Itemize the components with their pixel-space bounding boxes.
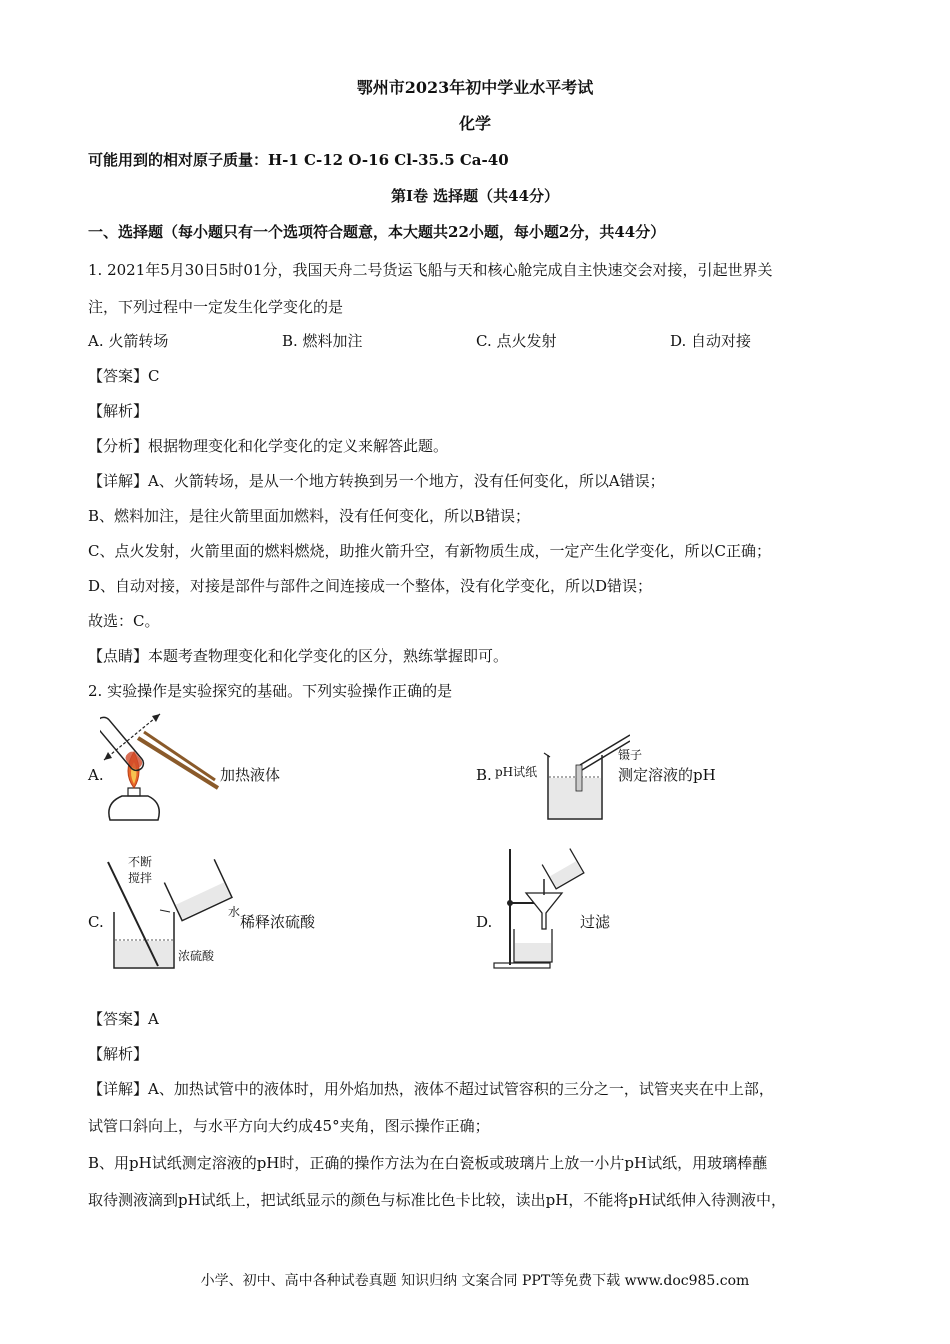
section-heading: 第Ⅰ卷 选择题（共44分）: [390, 187, 560, 205]
stir-tag-line2: 搅拌: [128, 871, 153, 885]
ph-paper-tag: pH试纸: [495, 765, 538, 779]
filtration-illustration: [490, 845, 590, 970]
q2-option-d-label: 过滤: [580, 913, 611, 931]
q1-analysis: 【分析】根据物理变化和化学变化的定义来解答此题。: [88, 437, 449, 455]
q2-option-c-label: 稀释浓硫酸: [240, 913, 316, 931]
q2-option-b-letter: B.: [476, 766, 492, 784]
stir-tag-line1: 不断: [128, 855, 153, 869]
q1-option-a: A. 火箭转场: [88, 332, 169, 350]
heating-liquid-illustration: [100, 708, 225, 833]
page-footer: 小学、初中、高中各种试卷真题 知识归纳 文案合同 PPT等免费下载 www.doc985.com: [200, 1273, 750, 1289]
q2-detail-b-line1: B、用pH试纸测定溶液的pH时，正确的操作方法为在白瓷板或玻璃片上放一小片pH试纸，用玻璃棒蘸: [88, 1154, 768, 1172]
acid-tag: 浓硫酸: [178, 949, 215, 963]
q1-detail-a: 【详解】A、火箭转场，是从一个地方转换到另一个地方，没有任何变化，所以A错误；: [88, 472, 665, 490]
q1-stem-line2: 注，下列过程中一定发生化学变化的是: [88, 298, 344, 316]
q1-option-b: B. 燃料加注: [282, 332, 363, 350]
tweezers-tag: 镊子: [618, 748, 643, 762]
q2-detail-a-line2: 试管口斜向上，与水平方向大约成45°夹角，图示操作正确；: [88, 1117, 490, 1135]
q2-option-a-letter: A.: [88, 766, 104, 784]
q1-answer: 【答案】C: [88, 367, 160, 385]
q2-detail-b-line2: 取待测液滴到pH试纸上，把试纸显示的颜色与标准比色卡比较，读出pH，不能将pH试纸伸入待测液中，: [88, 1191, 787, 1209]
q2-option-a-label: 加热液体: [220, 766, 281, 784]
q2-analysis-tag: 【解析】: [88, 1045, 149, 1063]
q2-option-b-label: 测定溶液的pH: [618, 766, 716, 784]
part-heading: 一、选择题（每小题只有一个选项符合题意，本大题共22小题，每小题2分，共44分）: [88, 223, 666, 241]
q2-stem: 2. 实验操作是实验探究的基础。下列实验操作正确的是: [88, 682, 453, 700]
q2-answer: 【答案】A: [88, 1010, 159, 1028]
subject-title: 化学: [458, 114, 491, 133]
q1-analysis-tag: 【解析】: [88, 402, 149, 420]
q1-comment: 【点睛】本题考查物理变化和化学变化的区分，熟练掌握即可。: [88, 647, 509, 665]
water-tag: 水: [228, 905, 241, 919]
atomic-masses: 可能用到的相对原子质量：H-1 C-12 O-16 Cl-35.5 Ca-40: [88, 151, 509, 169]
q1-detail-d: D、自动对接，对接是部件与部件之间连接成一个整体，没有化学变化，所以D错误；: [88, 577, 653, 595]
q1-option-c: C. 点火发射: [476, 332, 557, 350]
q1-detail-b: B、燃料加注，是往火箭里面加燃料，没有任何变化，所以B错误；: [88, 507, 531, 525]
exam-title: 鄂州市2023年初中学业水平考试: [356, 78, 594, 97]
dilute-acid-illustration: [100, 848, 240, 973]
q1-conclusion: 故选：C。: [88, 612, 160, 630]
q2-option-d-letter: D.: [476, 913, 493, 931]
q2-option-c-letter: C.: [88, 913, 104, 931]
q1-detail-c: C、点火发射，火箭里面的燃料燃烧，助推火箭升空，有新物质生成，一定产生化学变化，所以C正确；: [88, 542, 771, 560]
q1-stem-line1: 1. 2021年5月30日5时01分，我国天舟二号货运飞船与天和核心舱完成自主快速交会对接，引起世界关: [88, 261, 773, 279]
q2-detail-a-line1: 【详解】A、加热试管中的液体时，用外焰加热，液体不超过试管容积的三分之一，试管夹夹在中上部，: [88, 1080, 774, 1098]
q1-option-d: D. 自动对接: [670, 332, 752, 350]
